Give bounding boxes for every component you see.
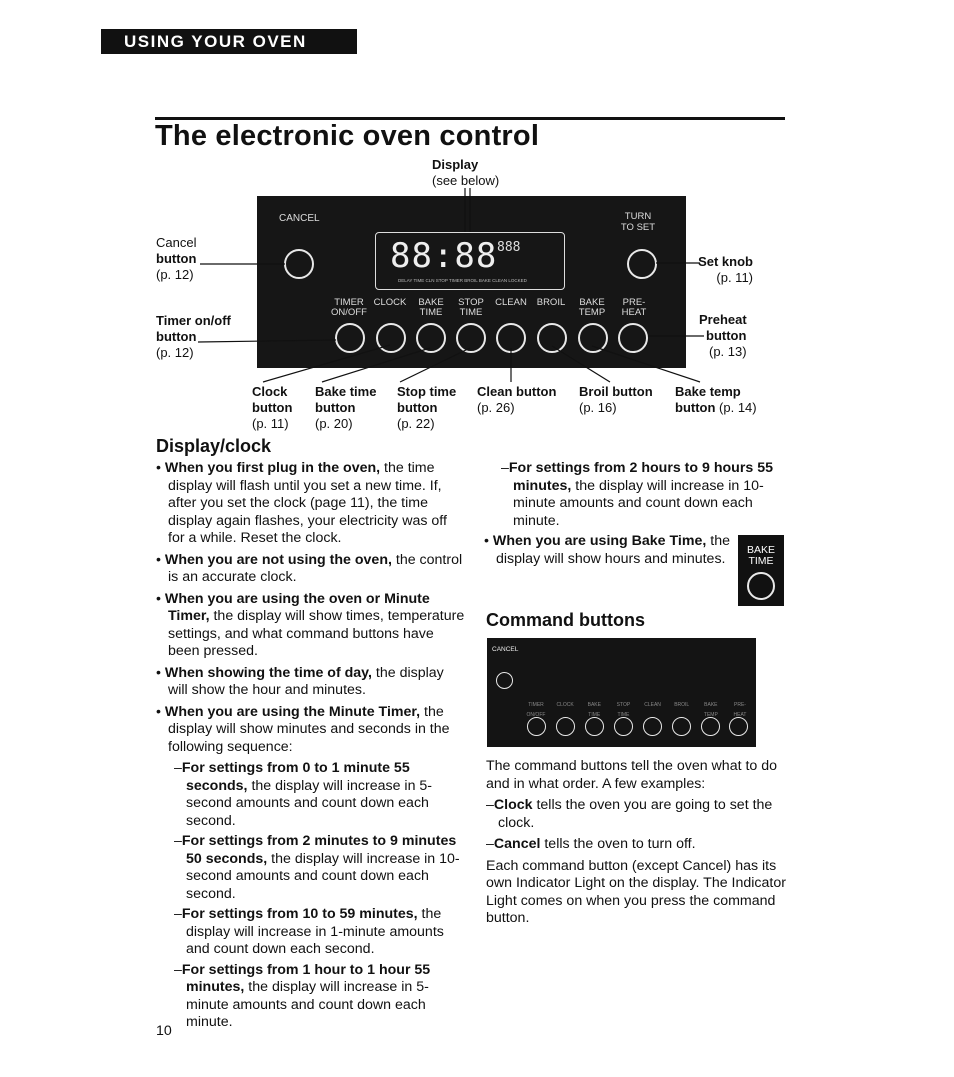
panel-label-stop-time-l1: STOP [458, 297, 484, 308]
list-item: • When showing the time of day, the display will show the hour and minutes. [156, 664, 444, 698]
bake-time-bullet [484, 533, 730, 568]
list-item: –For settings from 0 to 1 minute 55 seconds, the display will increase in 5-second amounts and count down each second. [174, 760, 433, 829]
indicator-light-paragraph: Each command button (except Cancel) has its own Indicator Light on the display. The Indicator Light comes on when you press the command button. [486, 857, 786, 926]
command-panel-label: PRE- HEAT [733, 702, 747, 718]
display-clock-right-column [501, 460, 786, 536]
callout-bake-time-l1: Bake time [315, 384, 377, 399]
bullet-2-text: the control is an accurate clock. [168, 551, 463, 585]
bullet-5-bold: When you are using the Minute Timer, [164, 703, 421, 720]
command-panel-timer-button[interactable] [527, 717, 546, 736]
sub-5-text: the display will increase in 10-minute amounts and count down each minute. [513, 477, 764, 529]
panel-label-bake-time-l1: BAKE [418, 297, 444, 308]
callout-timer-l2: button [156, 329, 197, 344]
callout-set-knob [697, 254, 753, 286]
callout-cancel-page: (p. 12) [156, 267, 194, 282]
callout-clean [477, 384, 556, 416]
sub-2-bold: For settings from 2 minutes to 9 minutes 50 seconds, [181, 833, 457, 867]
callout-clean-page: (p. 26) [477, 400, 515, 415]
command-panel-label: TIMER ON/OFF [526, 702, 546, 718]
page-number: 10 [156, 1023, 172, 1039]
command-buttons-text [486, 758, 786, 928]
display-indicators: DELAY TIME CLN STOP TIMER BROIL BAKE CLEAN LOCKED [398, 278, 527, 283]
panel-label-preheat-l2: HEAT [621, 307, 647, 318]
list-item: –For settings from 10 to 59 minutes, the display will increase in 1-minute amounts and count down each second. [174, 906, 444, 957]
command-panel-label: BROIL [674, 702, 690, 708]
command-panel-label: BAKE TIME [587, 702, 601, 718]
display-clock-left-column [156, 460, 466, 1032]
display-note: (see below) [432, 173, 500, 188]
callout-bake-temp-page: (p. 14) [719, 400, 757, 415]
callout-bake-time-page: (p. 20) [315, 416, 353, 431]
panel-to-set-label: TO SET [620, 222, 656, 233]
callout-preheat-page: (p. 13) [709, 344, 747, 359]
panel-label-clock-l1: CLOCK [373, 297, 407, 308]
callout-clock-l1: Clock [252, 384, 288, 399]
panel-label-timer-l1: TIMER [334, 297, 364, 308]
callout-bake-temp [675, 384, 757, 416]
sub-4-bold: For settings from 1 hour to 1 hour 55 minutes, [181, 961, 431, 995]
callout-set-knob-page: (p. 11) [716, 270, 753, 285]
command-panel-clock-button[interactable] [556, 717, 575, 736]
callout-broil [579, 384, 653, 416]
callout-bake-temp-l1: Bake temp [675, 384, 741, 399]
list-item: –Cancel tells the oven to turn off. [486, 836, 696, 852]
bake-time-icon-knob [747, 572, 775, 600]
list-item: • When you are using Bake Time, the display will show hours and minutes. [484, 533, 730, 567]
callout-timer [156, 313, 231, 361]
callout-stop-time-l2: button [397, 400, 438, 415]
sub-3-bold: For settings from 10 to 59 minutes, [181, 906, 418, 922]
command-panel-bake-time-button[interactable] [585, 717, 604, 736]
bullet-1-text: the time display will flash until you set a new time. If, after you set the clock (page 11), the time display again flashes, your electricity was off for a while. Reset the clock. [168, 460, 447, 546]
command-panel-labels [523, 700, 753, 720]
sub-1-bold: For settings from 0 to 1 minute 55 seconds, [181, 760, 410, 794]
sub-2-text: the display will increase in 10-second amounts and count down each second. [186, 850, 460, 902]
bake-time-icon [738, 535, 784, 606]
command-buttons-heading: Command buttons [486, 610, 645, 630]
command-panel-preheat-button[interactable] [729, 717, 748, 736]
command-panel-cancel-button[interactable] [496, 672, 513, 689]
cancel-example-bold: Cancel [493, 836, 541, 852]
callout-stop-time [397, 384, 456, 432]
display-digits: 88:88 [390, 236, 498, 276]
display-small-digits: 888 [497, 240, 521, 255]
panel-label-timer-l2: ON/OFF [331, 307, 367, 318]
bullet-4-bold: When showing the time of day, [164, 664, 372, 681]
command-panel-stop-time-button[interactable] [614, 717, 633, 736]
callout-preheat-l1: Preheat [699, 312, 747, 327]
sub-5-bold: For settings from 2 hours to 9 hours 55 minutes, [508, 460, 773, 494]
list-item: • When you are using the Minute Timer, the display will show minutes and seconds in the following sequence: [156, 703, 450, 755]
list-item: • When you are not using the oven, the control is an accurate clock. [156, 551, 463, 585]
callout-clock-l2: button [252, 400, 293, 415]
panel-label-broil-l1: BROIL [536, 297, 566, 308]
command-panel-label: BAKE TEMP [703, 702, 718, 718]
bullet-3-text: the display will show times, temperature settings, and what command buttons have been pressed. [168, 608, 465, 659]
callout-broil-l1: Broil button [579, 384, 653, 399]
callout-stop-time-page: (p. 22) [397, 416, 435, 431]
callout-preheat-l2: button [706, 328, 747, 343]
command-buttons-intro: The command buttons tell the oven what to do and in what order. A few examples: [486, 758, 778, 792]
panel-label-preheat-l1: PRE- [622, 297, 646, 308]
bullet-5-text: the display will show minutes and seconds in the following sequence: [168, 703, 450, 755]
panel-label-clean-l1: CLEAN [495, 297, 527, 308]
bullet-1-bold: When you first plug in the oven, [164, 460, 381, 476]
panel-label-bake-temp-l1: BAKE [579, 297, 605, 308]
bullet-2-bold: When you are not using the oven, [164, 551, 392, 568]
command-panel-label: STOP TIME [616, 702, 631, 718]
callout-clean-l1: Clean button [477, 384, 557, 399]
panel-label-stop-time-l2: TIME [459, 307, 483, 318]
bullet-6-bold: When you are using Bake Time, [492, 533, 707, 549]
list-item: –For settings from 1 hour to 1 hour 55 minutes, the display will increase in 5-minute amounts and count down each minute. [174, 961, 431, 1030]
list-item: –Clock tells the oven you are going to set the clock. [486, 797, 773, 831]
bake-time-icon-label [738, 545, 784, 567]
callout-stop-time-l1: Stop time [397, 384, 457, 399]
callout-broil-page: (p. 16) [579, 400, 617, 415]
section-tab: USING YOUR OVEN [101, 29, 357, 54]
callout-preheat [699, 312, 747, 360]
sub-4-text: the display will increase in 5-minute amounts and count down each minute. [186, 979, 429, 1030]
command-panel-broil-button[interactable] [672, 717, 691, 736]
panel-label-bake-temp-l2: TEMP [578, 307, 606, 318]
callout-cancel-l1: Cancel [156, 235, 197, 250]
command-panel-label: CLOCK [556, 702, 574, 708]
sub-1-text: the display will increase in 5-second amounts and count down each second. [186, 777, 433, 829]
clock-example-bold: Clock [493, 797, 533, 813]
callout-set-knob-l1: Set knob [698, 254, 753, 269]
callout-clock-page: (p. 11) [252, 416, 289, 431]
bullet-6-text: the display will show hours and minutes. [496, 533, 730, 567]
callout-timer-page: (p. 12) [156, 345, 194, 360]
list-item: –For settings from 2 hours to 9 hours 55 minutes, the display will increase in 10-minute amounts and count down each minute. [501, 460, 773, 529]
panel-cancel-label: CANCEL [279, 213, 320, 224]
clock-example-text: tells the oven you are going to set the clock. [498, 797, 773, 831]
command-panel-label: CLEAN [644, 702, 661, 708]
callout-bake-time-l2: button [315, 400, 356, 415]
command-panel [487, 638, 756, 747]
bake-time-icon-l1: BAKE [746, 544, 775, 556]
command-panel-cancel-label: CANCEL [492, 646, 519, 653]
list-item: • When you first plug in the oven, the time display will flash until you set a new time. If, after you set the clock (page 11), the time display again flashes, your electricity was off for a while. Reset the clock. [156, 460, 447, 546]
callout-bake-temp-l2: button [675, 400, 716, 415]
callout-bake-time [315, 384, 376, 432]
callout-timer-l1: Timer on/off [156, 313, 231, 328]
panel-turn-label: TURN [624, 211, 652, 222]
sub-3-text: the display will increase in 1-minute amounts and count down each second. [186, 906, 444, 957]
bullet-4-text: the display will show the hour and minutes. [168, 664, 444, 698]
callout-clock [252, 384, 292, 432]
command-panel-bake-temp-button[interactable] [701, 717, 720, 736]
bake-time-icon-l2: TIME [748, 555, 774, 567]
bullet-3-bold: When you are using the oven or Minute Timer, [164, 590, 430, 624]
panel-label-bake-time-l2: TIME [419, 307, 443, 318]
page-title: The electronic oven control [155, 120, 540, 152]
display-label: Display [432, 157, 479, 172]
display-clock-heading: Display/clock [156, 436, 272, 456]
cancel-example-text: tells the oven to turn off. [540, 836, 696, 852]
list-item: • When you are using the oven or Minute Timer, the display will show times, temperature settings, and what command buttons have been pressed. [156, 590, 465, 659]
callout-leader-lines [0, 0, 954, 440]
callout-cancel-l2: button [156, 251, 197, 266]
list-item: –For settings from 2 minutes to 9 minutes 50 seconds, the display will increase in 10-second amounts and count down each second. [174, 833, 460, 902]
callout-cancel [156, 235, 196, 283]
command-panel-clean-button[interactable] [643, 717, 662, 736]
